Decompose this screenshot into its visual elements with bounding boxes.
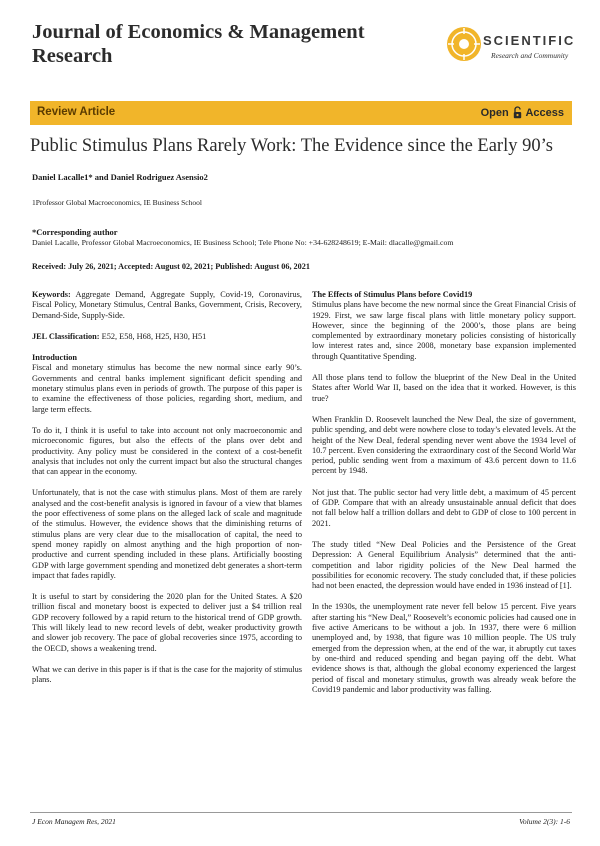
open-access-badge [481, 106, 564, 119]
journal-title: Journal of Economics & Management Research [32, 21, 365, 67]
publisher-logo [445, 25, 585, 75]
left-column [32, 290, 302, 697]
article-dates: Received: July 26, 2021; Accepted: August 02, 2021; Published: August 06, 2021 [32, 262, 310, 271]
right-column [312, 290, 576, 706]
footer-divider [30, 812, 572, 813]
corresponding-text: Daniel Lacalle, Professor Global Macroeconomics, IE Business School; Tele Phone No: +34-628248619; E-Mail: dlacalle@gmail.com [32, 238, 454, 247]
paragraph: All those plans tend to follow the blueprint of the New Deal in the United States after World War II, based on the idea that it worked. However, is this true? [312, 373, 576, 403]
logo-subtitle: Research and Community [491, 51, 569, 60]
keywords-block [32, 290, 302, 321]
paragraph: The study titled “New Deal Policies and the Persistence of the Great Depression: A General Equilibrium Analysis” determined that the anti-competition and labor rigidity policies of the New Deal harmed the possibilities for economic recovery. The study concluded that, if these policies had not been enacted, the depression would have ended in 1936 instead of [1]. [312, 539, 576, 591]
open-lock-icon [513, 106, 522, 119]
paragraph: In the 1930s, the unemployment rate never fell below 15 percent. Five years after starting his “New Deal,” Roosevelt’s economic policies had caused one in five active Americans to be without a job. In 1937, there were 6 million unemployed and, by 1938, that figure was 10 million people. The US truly emerged from the depression when, at the end of the war, it abruptly cut taxes by one-third and reduced spending and began paying off the debt. What evidence shows is that, although the global economy experienced the largest period of fiscal and monetary stimulus, growth was already weak before the Covid19 pandemic and labor productivity was falling. [312, 602, 576, 694]
paragraph: Unfortunately, that is not the case with stimulus plans. Most of them are rarely analysed and the cost-benefit analysis is ignored in favour of a view that blames the poor effectiveness of some plans on the alleged lack of scale and magnitude of the stimulus. However, the evidence shows that the diminishing returns of stimulus plans are very clear due to the misallocation of capital, the need to spend money rapidly on almost anything and the high proportion of non-productive and current spending included in these plans. Artificially boosting GDP with large government spending and monetized debt generates a short-term impact that fades rapidly. [32, 488, 302, 580]
paragraph: To do it, I think it is useful to take into account not only macroeconomic and microeconomic figures, but also the effects of the plans over debt and productivity. Any policy must be considered in the context of a cost-benefit analysis that includes not only the current impact but also the structural changes that can appear in the economy. [32, 425, 302, 477]
paragraph: It is useful to start by considering the 2020 plan for the United States. A $20 trillion fiscal and monetary boost is expected to deliver just a $4 trillion real GDP recovery followed by a rapid return to the historical trend of GDP growth. This will likely lead to new record levels of debt, weaker productivity growth and slower job recovery. The pace of global recoveries since 1975, according to the OECD, shows a weakening trend. [32, 592, 302, 653]
open-access-post: Access [525, 107, 564, 119]
footer-volume: Volume 2(3): 1-6 [519, 817, 570, 826]
logo-word: SCIENTIFIC [483, 33, 576, 48]
jel-block [32, 332, 302, 342]
paragraph: Stimulus plans have become the new normal since the Great Financial Crisis of 1929. First, we saw large fiscal plans with little monetary policy support. However, since the beginning of the 2000’s, those plans are being complemented by extraordinary monetary policies consisting of historically low interest rates and, since 2008, monetary base expansion implemented through Quantitative Spending. [312, 300, 576, 361]
paragraph: Not just that. The public sector had very little debt, a maximum of 45 percent of GDP. Compare that with an already unsustainable annual deficit that does not fall below half a trillion dollars and debt to GDP of close to 100 percent in 2021. [312, 487, 576, 528]
logo-emblem-icon [445, 25, 483, 63]
paragraph: What we can derive in this paper is if that is the case for the majority of stimulus plans. [32, 664, 302, 685]
jel-label: JEL Classification: [32, 331, 100, 341]
article-type-band [30, 101, 572, 125]
keywords-text: Aggregate Demand, Aggregate Supply, Covid-19, Coronavirus, Fiscal Policy, Monetary Stimulus, Central Banks, Government, Crisis, Recovery, Demand-Side, Supply-Side. [32, 290, 302, 320]
keywords-label: Keywords: [32, 290, 71, 299]
corresponding-heading: *Corresponding author [32, 227, 118, 237]
authors: Daniel Lacalle1* and Daniel Rodriguez Asensio2 [32, 172, 208, 182]
introduction-heading: Introduction [32, 353, 78, 363]
affiliation: 1Professor Global Macroeconomics, IE Business School [32, 198, 202, 207]
paragraph: When Franklin D. Roosevelt launched the New Deal, the size of government, public spending, and debt were nowhere close to today’s elevated levels. At the height of the New Deal, federal spending never went above the 1934 level of 10.7 percent. Even considering the extraordinary cost of the Second World War period, public sending went from a maximum of 43.6 percent down to 11.6 percent by 1948. [312, 414, 576, 476]
footer-citation: J Econ Managem Res, 2021 [32, 817, 116, 826]
open-access-pre: Open [480, 107, 509, 119]
paragraph: Fiscal and monetary stimulus has become the new normal since early 90’s. Governments and central banks implement significant deficit spending and monetary stimulus plans even in periods of growth. The purpose of this paper is to examine the effectiveness of those policies, regarding short, medium, and large term effects. [32, 363, 302, 414]
jel-text: E52, E58, H68, H25, H30, H51 [101, 331, 207, 341]
article-type-label: Review Article [37, 106, 116, 118]
section-heading: The Effects of Stimulus Plans before Covid19 [312, 290, 473, 299]
article-title: Public Stimulus Plans Rarely Work: The Evidence since the Early 90’s [30, 136, 553, 156]
